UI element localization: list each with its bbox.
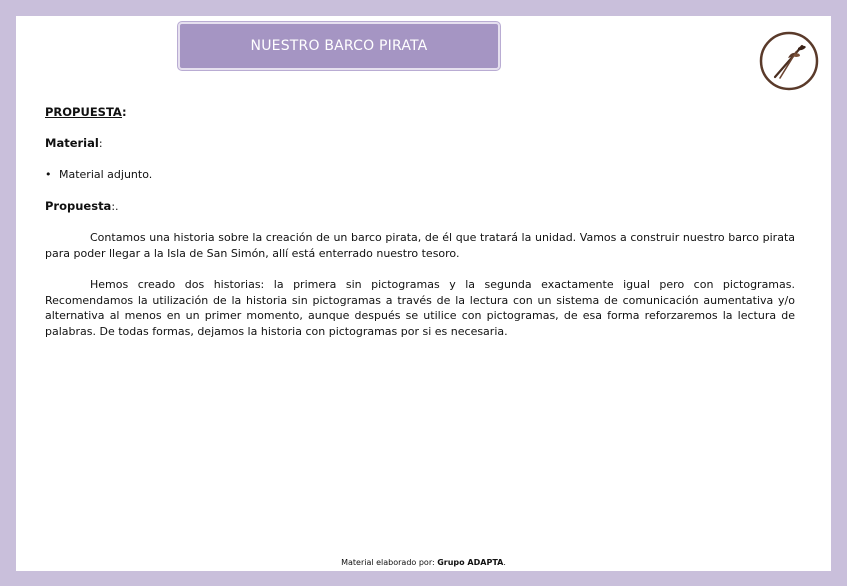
list-item: • Material adjunto. <box>45 167 152 183</box>
brush-logo-icon <box>758 30 820 92</box>
footer-suffix: . <box>503 558 506 567</box>
page-title-text: NUESTRO BARCO PIRATA <box>250 38 428 54</box>
footer-author: Grupo ADAPTA <box>437 558 504 567</box>
paragraph-1: Contamos una historia sobre la creación de un barco pirata, de él que tratará la unidad. Vamos a construir nuestro barco pirata para poder llegar a la Isla de San Simón, allí está enterrado nuestro tesoro. <box>45 231 795 260</box>
propuesta-colon: :. <box>111 200 119 213</box>
section-heading-colon: : <box>122 105 127 119</box>
section-heading <box>45 105 127 121</box>
footer-credit <box>16 558 831 567</box>
page <box>16 16 831 571</box>
paragraph-2: Hemos creado dos historias: la primera sin pictogramas y la segunda exactamente igual pero con pictogramas. Recomendamos la utilización de la historia sin pictogramas a través de la lectura con un sistema de comunicación aumentativa y/o alternativa al menos en un primer momento, aunque después se utilice con pictogramas, de esa forma reforzaremos la lectura de palabras. De todas formas, dejamos la historia con pictogramas por si es necesaria. <box>45 278 795 338</box>
page-title <box>178 22 500 70</box>
material-heading <box>45 136 103 152</box>
material-list <box>45 167 152 183</box>
section-heading-text: PROPUESTA <box>45 105 123 119</box>
material-label: Material <box>45 136 99 150</box>
material-colon: : <box>98 137 103 150</box>
propuesta-label: Propuesta <box>45 199 112 213</box>
propuesta-heading <box>45 199 119 215</box>
footer-prefix: Material elaborado por: <box>341 558 438 567</box>
